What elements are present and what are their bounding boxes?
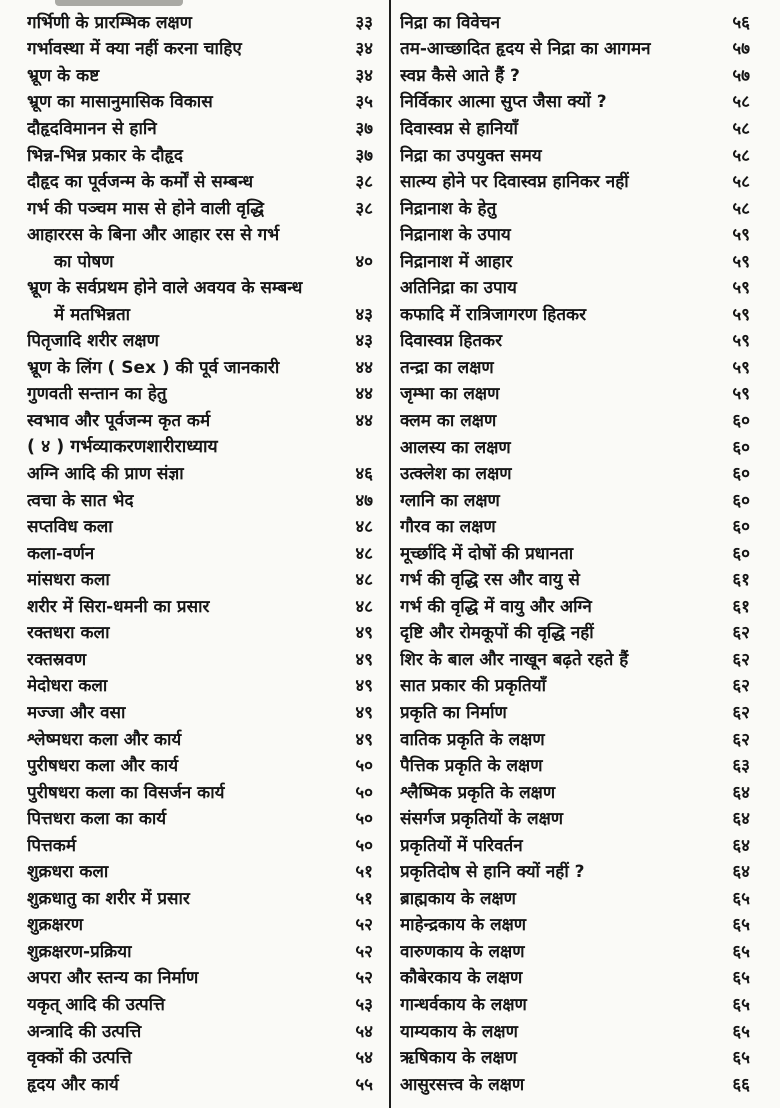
toc-entry	[400, 406, 750, 433]
toc-entry	[400, 1017, 750, 1044]
toc-entry	[400, 645, 750, 672]
toc-entry-page-number: ४९	[355, 649, 373, 670]
toc-entry-page-number: ४८	[355, 570, 373, 591]
toc-entry	[400, 1043, 750, 1070]
toc-entry	[400, 167, 750, 194]
toc-entry	[400, 486, 750, 513]
toc-entry-title: कौबेरकाय के लक्षण	[400, 968, 523, 989]
toc-entry-title: वृक्कों की उत्पत्ति	[27, 1048, 132, 1069]
toc-entry-page-number: ६५	[732, 1021, 750, 1042]
toc-entry-title: अतिनिद्रा का उपाय	[400, 278, 517, 299]
toc-entry-title: याम्यकाय के लक्षण	[400, 1021, 518, 1042]
toc-entry	[400, 141, 750, 168]
toc-entry-title: गान्धर्वकाय के लक्षण	[400, 995, 527, 1015]
toc-entry-page-number: ५३	[355, 995, 373, 1015]
toc-entry	[27, 380, 373, 407]
toc-entry-page-number: ५८	[732, 118, 750, 139]
toc-entry-title: अग्नि आदि की प्राण संज्ञा	[27, 464, 184, 485]
toc-entry-title: गर्भ की पञ्चम मास से होने वाली वृद्धि	[27, 198, 264, 219]
toc-entry-page-number: ५०	[355, 835, 373, 856]
toc-entry-title: पित्तकर्म	[27, 835, 77, 856]
toc-entry-page-number: ३७	[355, 145, 373, 166]
toc-entry-page-number: ३४	[355, 65, 373, 86]
toc-entry-page-number: ४९	[355, 623, 373, 644]
toc-entry-page-number: ६४	[732, 809, 750, 830]
toc-entry-title: गर्भ की वृद्धि में वायु और अग्नि	[400, 596, 592, 617]
toc-entry-page-number: ४३	[355, 331, 373, 352]
toc-entry-title: शुक्रक्षरण	[27, 915, 84, 936]
toc-entry	[400, 35, 750, 62]
toc-entry-page-number: ३८	[355, 198, 373, 219]
toc-entry-page-number: ४६	[355, 464, 373, 485]
toc-entry-title: निद्रा का उपयुक्त समय	[400, 145, 542, 166]
toc-entry-title: गर्भावस्था में क्या नहीं करना चाहिए	[27, 39, 242, 60]
toc-entry	[27, 619, 373, 646]
toc-entry-title: पैत्तिक प्रकृति के लक्षण	[400, 756, 543, 777]
toc-entry-title: हृदय और कार्य	[27, 1074, 119, 1095]
toc-entry-page-number: ५९	[732, 278, 750, 299]
toc-entry-title: दृष्टि और रोमकूपों की वृद्धि नहीं	[400, 623, 594, 644]
toc-entry-page-number: ५०	[355, 809, 373, 830]
toc-entry-title: शुक्रधातु का शरीर में प्रसार	[27, 888, 190, 909]
toc-entry	[400, 247, 750, 274]
toc-entry-title: माहेन्द्रकाय के लक्षण	[400, 915, 527, 936]
toc-entry-page-number: ५९	[732, 304, 750, 325]
toc-entry	[400, 273, 750, 300]
toc-entry-title: शरीर में सिरा-धमनी का प्रसार	[27, 596, 210, 617]
toc-entry	[27, 831, 373, 858]
toc-entry-title: गर्भिणी के प्रारम्भिक लक्षण	[27, 12, 192, 33]
toc-entry-title: प्रकृति का निर्माण	[400, 702, 507, 723]
toc-entry-title: भ्रूण के लिंग ( Sex ) की पूर्व जानकारी	[27, 357, 280, 378]
toc-entry-page-number: ६५	[732, 1048, 750, 1069]
toc-entry-title: प्रकृतियों में परिवर्तन	[400, 835, 523, 856]
toc-entry-title: श्लैष्मिक प्रकृति के लक्षण	[400, 782, 556, 803]
toc-entry	[400, 433, 750, 460]
toc-entry-page-number: ५९	[732, 251, 750, 272]
toc-entry-page-number: ६०	[732, 543, 750, 564]
toc-entry-title: वारुणकाय के लक्षण	[400, 941, 525, 962]
toc-entry-page-number: ४९	[355, 729, 373, 750]
toc-entry-page-number: ६५	[732, 941, 750, 962]
toc-entry	[27, 1070, 373, 1097]
toc-entry-page-number: ६५	[732, 888, 750, 909]
toc-entry-title: आलस्य का लक्षण	[400, 437, 511, 458]
toc-entry-title: सात प्रकार की प्रकृतियाँ	[400, 676, 546, 697]
toc-entry-page-number: ४८	[355, 596, 373, 617]
toc-entry-page-number: ६५	[732, 995, 750, 1015]
toc-entry-title: पितृजादि शरीर लक्षण	[27, 331, 159, 352]
toc-entry-title: ऋषिकाय के लक्षण	[400, 1048, 517, 1069]
toc-entry-title: जृम्भा का लक्षण	[400, 384, 500, 405]
toc-entry-title: शुक्रक्षरण-प्रक्रिया	[27, 941, 132, 962]
toc-entry-title: निद्रानाश के हेतु	[400, 198, 497, 219]
toc-entry	[400, 565, 750, 592]
toc-entry-title: स्वभाव और पूर्वजन्म कृत कर्म	[27, 410, 211, 431]
toc-entry-title: अपरा और स्तन्य का निर्माण	[27, 968, 199, 989]
toc-entry	[400, 884, 750, 911]
toc-entry-page-number: ३८	[355, 172, 373, 193]
toc-entry-page-number: ५१	[355, 888, 373, 909]
toc-entry	[400, 778, 750, 805]
toc-entry-title: निर्विकार आत्मा सुप्त जैसा क्यों ?	[400, 92, 607, 113]
toc-entry	[400, 619, 750, 646]
toc-entry-page-number: ४८	[355, 543, 373, 564]
toc-entry	[27, 8, 373, 35]
toc-entry	[400, 751, 750, 778]
toc-entry-title: स्वप्न कैसे आते हैं ?	[400, 65, 520, 86]
toc-entry-title: गुणवती सन्तान का हेतु	[27, 384, 167, 405]
toc-entry-title: अन्त्रादि की उत्पत्ति	[27, 1021, 142, 1042]
toc-entry-page-number: ५२	[355, 968, 373, 989]
toc-entry	[400, 858, 750, 885]
toc-entry-page-number: ६१	[732, 596, 750, 617]
toc-entry-title: दौहृद का पूर्वजन्म के कर्मों से सम्बन्ध	[27, 172, 254, 193]
toc-entry	[400, 937, 750, 964]
toc-entry	[400, 327, 750, 354]
toc-entry-page-number: ५५	[355, 1074, 373, 1095]
toc-entry-title: सप्तविध कला	[27, 517, 113, 538]
toc-entry-page-number: ६५	[732, 915, 750, 936]
toc-entry-page-number: ४९	[355, 676, 373, 697]
toc-entry-title: आहाररस के बिना और आहार रस से गर्भ	[27, 225, 280, 246]
toc-entry	[27, 672, 373, 699]
toc-entry-title: मांसधरा कला	[27, 570, 110, 591]
toc-entry-title: कला-वर्णन	[27, 543, 95, 564]
toc-column-left	[0, 0, 389, 1108]
toc-entry-page-number: ५२	[355, 915, 373, 936]
toc-entry-page-number: ४९	[355, 702, 373, 723]
toc-entry-page-number: ४३	[355, 304, 373, 325]
toc-entry	[400, 831, 750, 858]
toc-entry-title: आसुरसत्त्व के लक्षण	[400, 1074, 525, 1095]
toc-entry-title: श्लेष्मधरा कला और कार्य	[27, 729, 182, 750]
toc-entry	[27, 778, 373, 805]
scan-smudge-artifact	[55, 0, 183, 6]
toc-entry-title: वातिक प्रकृति के लक्षण	[400, 729, 545, 750]
toc-entry-page-number: ३७	[355, 118, 373, 139]
toc-entry-page-number: ५४	[355, 1021, 373, 1042]
toc-entry-page-number: ५८	[732, 172, 750, 193]
toc-entry-page-number: ६०	[732, 490, 750, 511]
toc-entry	[400, 459, 750, 486]
toc-entry-page-number: ५८	[732, 145, 750, 166]
toc-entry	[400, 194, 750, 221]
toc-entry	[400, 804, 750, 831]
toc-entry-title: दिवास्वप्न हितकर	[400, 331, 503, 352]
toc-entry-title: में मतभिन्नता	[54, 304, 131, 325]
toc-entry-page-number: ६४	[732, 782, 750, 803]
toc-entry-title: ग्लानि का लक्षण	[400, 490, 500, 511]
toc-entry	[27, 645, 373, 672]
toc-entry-page-number: ६२	[732, 649, 750, 670]
toc-entry-title: निद्रानाश में आहार	[400, 251, 513, 272]
toc-entry-title: ब्राह्मकाय के लक्षण	[400, 888, 516, 909]
toc-entry	[27, 247, 373, 274]
toc-entry	[27, 725, 373, 752]
toc-entry-title: यकृत् आदि की उत्पत्ति	[27, 995, 165, 1015]
toc-entry	[27, 167, 373, 194]
toc-entry	[27, 220, 373, 247]
toc-entry	[400, 990, 750, 1017]
toc-entry-title: भ्रूण का मासानुमासिक विकास	[27, 92, 213, 113]
toc-entry	[400, 964, 750, 991]
toc-entry	[400, 592, 750, 619]
toc-entry-page-number: ६२	[732, 702, 750, 723]
toc-entry	[400, 911, 750, 938]
toc-entry-page-number: ६२	[732, 623, 750, 644]
toc-entry-title: मूर्च्छादि में दोषों की प्रधानता	[400, 543, 574, 564]
toc-entry-title: रक्तस्रवण	[27, 649, 87, 670]
toc-entry-page-number: ५७	[732, 65, 750, 86]
toc-entry	[400, 88, 750, 115]
toc-entry-page-number: ३५	[355, 92, 373, 113]
toc-entry	[27, 1017, 373, 1044]
toc-entry-title: तन्द्रा का लक्षण	[400, 357, 494, 378]
toc-entry-title: ( ४ ) गर्भव्याकरणशारीराध्याय	[27, 437, 218, 458]
toc-entry-title: पुरीषधरा कला और कार्य	[27, 756, 179, 777]
toc-entry	[400, 61, 750, 88]
toc-entry-title: दिवास्वप्न से हानियाँ	[400, 118, 518, 139]
toc-entry	[27, 911, 373, 938]
toc-entry-page-number: ६२	[732, 676, 750, 697]
toc-entry	[27, 114, 373, 141]
toc-entry-title: पुरीषधरा कला का विसर्जन कार्य	[27, 782, 225, 803]
toc-entry	[27, 406, 373, 433]
toc-entry-page-number: ५८	[732, 198, 750, 219]
toc-entry-title: का पोषण	[54, 251, 114, 272]
toc-entry-page-number: ६३	[732, 756, 750, 777]
toc-entry	[27, 353, 373, 380]
toc-entry-page-number: ५२	[355, 941, 373, 962]
toc-section-heading	[27, 433, 373, 460]
toc-entry-title: रक्तधरा कला	[27, 623, 110, 644]
toc-entry	[27, 990, 373, 1017]
toc-entry	[400, 512, 750, 539]
toc-entry-title: मेदोधरा कला	[27, 676, 108, 697]
toc-entry-page-number: ५१	[355, 862, 373, 883]
toc-entry-title: त्वचा के सात भेद	[27, 490, 134, 511]
toc-entry-title: निद्रानाश के उपाय	[400, 225, 511, 246]
toc-entry	[27, 937, 373, 964]
toc-entry-page-number: ६५	[732, 968, 750, 989]
toc-entry-title: शुक्रधरा कला	[27, 862, 109, 883]
toc-entry	[27, 61, 373, 88]
toc-entry-title: कफादि में रात्रिजागरण हितकर	[400, 304, 587, 325]
toc-entry-page-number: ४४	[355, 410, 373, 431]
toc-entry-title: भ्रूण के सर्वप्रथम होने वाले अवयव के सम्बन्ध	[27, 278, 303, 299]
toc-entry-page-number: ५८	[732, 92, 750, 113]
toc-entry-page-number: ५०	[355, 782, 373, 803]
toc-entry-page-number: ६०	[732, 437, 750, 458]
toc-entry-page-number: ५७	[732, 39, 750, 60]
toc-entry	[27, 327, 373, 354]
toc-entry-title: गौरव का लक्षण	[400, 517, 496, 538]
toc-entry	[27, 512, 373, 539]
toc-entry-page-number: ६०	[732, 410, 750, 431]
toc-entry-title: तम-आच्छादित हृदय से निद्रा का आगमन	[400, 39, 651, 60]
toc-entry	[27, 35, 373, 62]
toc-entry-page-number: ६४	[732, 835, 750, 856]
toc-entry	[27, 964, 373, 991]
toc-entry-page-number: ५९	[732, 225, 750, 246]
toc-entry-page-number: ४८	[355, 517, 373, 538]
toc-entry	[400, 1070, 750, 1097]
toc-entry-page-number: ३३	[355, 12, 373, 33]
toc-entry-page-number: ३४	[355, 39, 373, 60]
toc-entry-title: गर्भ की वृद्धि रस और वायु से	[400, 570, 580, 591]
toc-entry	[400, 300, 750, 327]
toc-entry	[27, 459, 373, 486]
toc-entry	[400, 698, 750, 725]
toc-entry-title: निद्रा का विवेचन	[400, 12, 501, 33]
toc-entry	[27, 300, 373, 327]
toc-entry	[400, 220, 750, 247]
toc-entry	[400, 353, 750, 380]
toc-entry-page-number: ६१	[732, 570, 750, 591]
toc-entry	[27, 194, 373, 221]
toc-entry	[27, 273, 373, 300]
toc-entry-title: सात्म्य होने पर दिवास्वप्न हानिकर नहीं	[400, 172, 629, 193]
toc-entry-title: भ्रूण के कष्ट	[27, 65, 100, 86]
toc-entry-page-number: ४४	[355, 357, 373, 378]
toc-entry-title: पित्तधरा कला का कार्य	[27, 809, 167, 830]
toc-entry-page-number: ४०	[355, 251, 373, 272]
toc-entry-title: भिन्न-भिन्न प्रकार के दौहृद	[27, 145, 183, 166]
toc-entry-page-number: ६४	[732, 862, 750, 883]
toc-entry-page-number: ६६	[732, 1074, 750, 1095]
toc-entry-page-number: ५६	[732, 12, 750, 33]
toc-entry	[27, 565, 373, 592]
toc-entry-title: दौहृदविमानन से हानि	[27, 118, 157, 139]
toc-entry-title: प्रकृतिदोष से हानि क्यों नहीं ?	[400, 862, 585, 883]
toc-entry-page-number: ५९	[732, 384, 750, 405]
toc-entry	[27, 141, 373, 168]
toc-entry	[400, 114, 750, 141]
toc-entry-title: शिर के बाल और नाखून बढ़ते रहते हैं	[400, 649, 629, 670]
toc-entry	[400, 539, 750, 566]
toc-entry	[27, 88, 373, 115]
toc-entry-page-number: ६०	[732, 517, 750, 538]
toc-entry-title: मज्जा और वसा	[27, 702, 126, 723]
toc-entry	[27, 486, 373, 513]
toc-entry-page-number: ५०	[355, 756, 373, 777]
toc-entry	[27, 804, 373, 831]
toc-entry-page-number: ५९	[732, 357, 750, 378]
toc-entry-page-number: ५९	[732, 331, 750, 352]
toc-entry	[27, 858, 373, 885]
toc-entry-page-number: ४७	[355, 490, 373, 511]
toc-entry	[27, 884, 373, 911]
toc-entry-title: उत्क्लेश का लक्षण	[400, 464, 512, 485]
toc-entry	[400, 672, 750, 699]
toc-entry	[27, 698, 373, 725]
toc-entry	[27, 751, 373, 778]
toc-entry-page-number: ५४	[355, 1048, 373, 1069]
toc-entry-title: संसर्गज प्रकृतियों के लक्षण	[400, 809, 564, 830]
toc-entry	[27, 1043, 373, 1070]
toc-entry	[400, 8, 750, 35]
toc-entry-title: क्लम का लक्षण	[400, 410, 497, 431]
toc-entry-page-number: ६२	[732, 729, 750, 750]
toc-entry	[400, 380, 750, 407]
toc-entry-page-number: ६०	[732, 464, 750, 485]
toc-entry	[400, 725, 750, 752]
toc-entry-page-number: ४४	[355, 384, 373, 405]
toc-entry	[27, 592, 373, 619]
toc-column-right	[389, 0, 780, 1108]
toc-entry	[27, 539, 373, 566]
